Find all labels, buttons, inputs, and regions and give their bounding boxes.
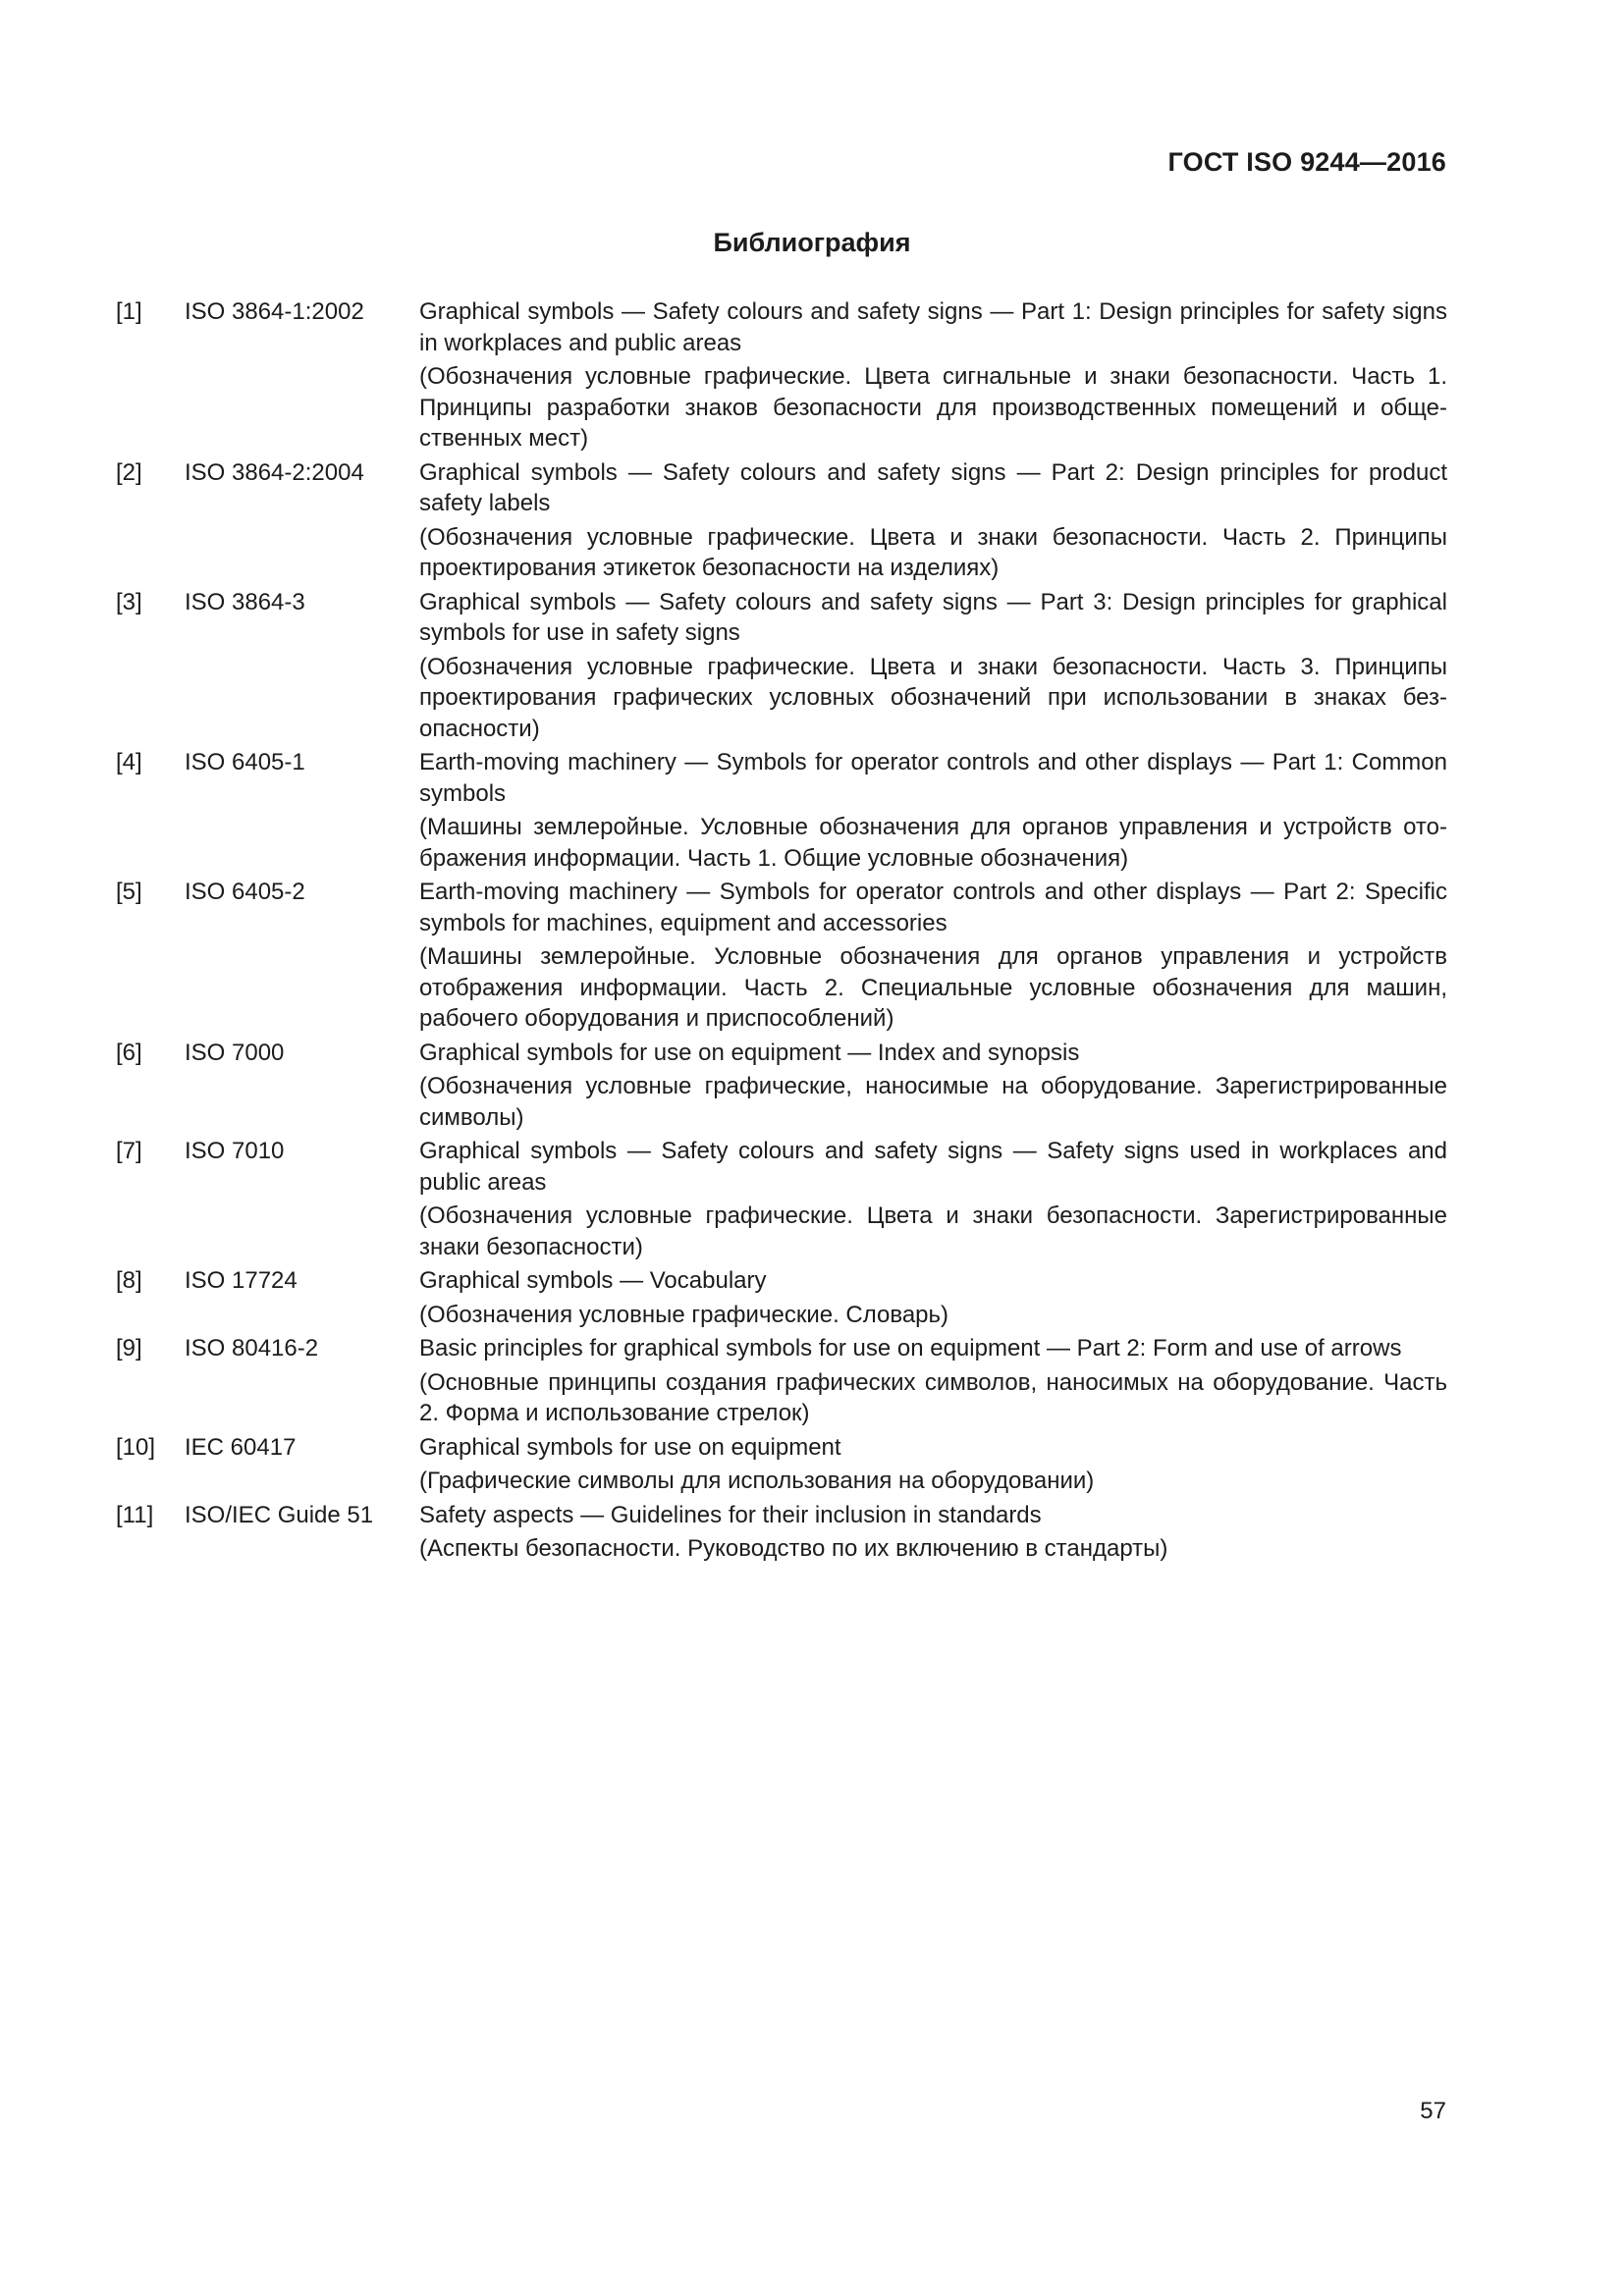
entry-text (419, 587, 1447, 745)
standard-title: Graphical symbols for use on equipment — Index and synopsis (419, 1039, 1080, 1066)
standard-title: Earth-moving machinery — Symbols for operator controls and other displays — Part 1: Common symbols (419, 749, 1447, 807)
entry-number: [4] (116, 749, 142, 775)
standard-title-translation: (Основные принципы создания графических символов, наносимых на оборудование. Часть 2. Форма и использование стрелок) (419, 1368, 1447, 1426)
bibliography-entry-10 (116, 1432, 1447, 1497)
standard-title: Graphical symbols — Safety colours and safety signs — Part 3: Design principles for graphical symbols for use in safety signs (419, 588, 1447, 646)
bibliography-entry-2 (116, 457, 1447, 584)
entry-text (419, 877, 1447, 1035)
entry-text (419, 457, 1447, 584)
entry-number: [5] (116, 879, 142, 905)
section-title: Библиография (713, 228, 911, 257)
standard-code: IEC 60417 (185, 1433, 297, 1461)
standard-title-translation: (Обозначения условные графические. Цвета сигнальные и знаки безопасности. Часть 1. Принципы разработки знаков безопасности для производственных помещений и общественных мест) (419, 363, 1447, 452)
standard-title-translation: (Машины землеройные. Условные обозначения для органов управления и устройств отображения информации. Часть 1. Общие условные обозначения) (419, 814, 1447, 872)
entry-number: [10] (116, 1433, 156, 1461)
standard-title: Basic principles for graphical symbols for use on equipment — Part 2: Form and use of arrows (419, 1335, 1402, 1362)
standard-title: Safety aspects — Guidelines for their inclusion in standards (419, 1501, 1042, 1528)
entry-text (419, 1265, 1447, 1330)
standard-title-translation: (Аспекты безопасности. Руководство по их включению в стандарты) (419, 1535, 1168, 1562)
standard-title: Graphical symbols for use on equipment (419, 1433, 841, 1461)
entry-text (419, 1136, 1447, 1262)
standard-title: Graphical symbols — Safety colours and safety signs — Part 2: Design principles for product safety labels (419, 458, 1447, 516)
bibliography-entry-5 (116, 877, 1447, 1035)
standard-title-translation: (Обозначения условные графические, наносимые на оборудование. Зарегистрированные символы) (419, 1073, 1447, 1131)
bibliography-entry-7 (116, 1136, 1447, 1262)
entry-text (419, 747, 1447, 874)
bibliography-entry-9 (116, 1333, 1447, 1429)
page-number: 57 (1420, 2098, 1446, 2124)
bibliography-entry-6 (116, 1038, 1447, 1134)
bibliography-list (116, 296, 1447, 1568)
standard-title: Graphical symbols — Safety colours and safety signs — Safety signs used in workplaces and public areas (419, 1138, 1447, 1196)
standard-title-translation: (Обозначения условные графические. Цвета и знаки безопасности. Часть 3. Принципы проектирования графических условных обозначений при использовании в знаках безопасности) (419, 653, 1447, 742)
standard-code: ISO 7000 (185, 1039, 285, 1066)
entry-text (419, 296, 1447, 454)
standard-code: ISO 6405-2 (185, 879, 305, 905)
standard-code: ISO/IEC Guide 51 (185, 1501, 374, 1528)
entry-number: [2] (116, 458, 142, 486)
standard-title-translation: (Обозначения условные графические. Словарь) (419, 1301, 949, 1328)
standard-title-translation: (Обозначения условные графические. Цвета и знаки безопасности. Зарегистрированные знаки безопасности) (419, 1202, 1447, 1260)
bibliography-entry-1 (116, 296, 1447, 454)
standard-title: Graphical symbols — Vocabulary (419, 1267, 767, 1294)
standard-code: ISO 3864-1:2002 (185, 298, 364, 325)
entry-text (419, 1432, 1447, 1497)
entry-number: [11] (116, 1501, 154, 1528)
standard-title-translation: (Обозначения условные графические. Цвета и знаки безопасности. Часть 2. Принципы проектирования этикеток безопасности на изделиях) (419, 523, 1447, 581)
standard-code: ISO 80416-2 (185, 1335, 319, 1362)
standard-title: Graphical symbols — Safety colours and safety signs — Part 1: Design principles for safety signs in workplaces and public areas (419, 298, 1447, 356)
standard-title-translation: (Графические символы для использования на оборудовании) (419, 1468, 1095, 1494)
standard-code: ISO 6405-1 (185, 749, 305, 775)
entry-text (419, 1333, 1447, 1429)
standard-code: ISO 3864-2:2004 (185, 458, 364, 486)
entry-number: [1] (116, 298, 142, 325)
standard-code: ISO 17724 (185, 1267, 298, 1294)
standard-code: ISO 7010 (185, 1138, 285, 1164)
standard-title: Earth-moving machinery — Symbols for operator controls and other displays — Part 2: Specific symbols for machines, equipment and accessories (419, 879, 1447, 936)
standard-code: ISO 3864-3 (185, 588, 305, 615)
entry-number: [3] (116, 588, 142, 615)
entry-text (419, 1038, 1447, 1134)
standard-title-translation: (Машины землеройные. Условные обозначения для органов управления и устройств отображения информации. Часть 2. Специальные условные обозначения для машин, рабочего оборудования и приспособлений) (419, 943, 1447, 1032)
entry-number: [9] (116, 1335, 142, 1362)
entry-number: [7] (116, 1138, 142, 1164)
bibliography-entry-3 (116, 587, 1447, 745)
entry-text (419, 1500, 1447, 1565)
entry-number: [8] (116, 1267, 142, 1294)
document-number-header: ГОСТ ISO 9244—2016 (1167, 147, 1446, 177)
bibliography-entry-11 (116, 1500, 1447, 1565)
entry-number: [6] (116, 1039, 142, 1066)
bibliography-entry-4 (116, 747, 1447, 874)
bibliography-entry-8 (116, 1265, 1447, 1330)
